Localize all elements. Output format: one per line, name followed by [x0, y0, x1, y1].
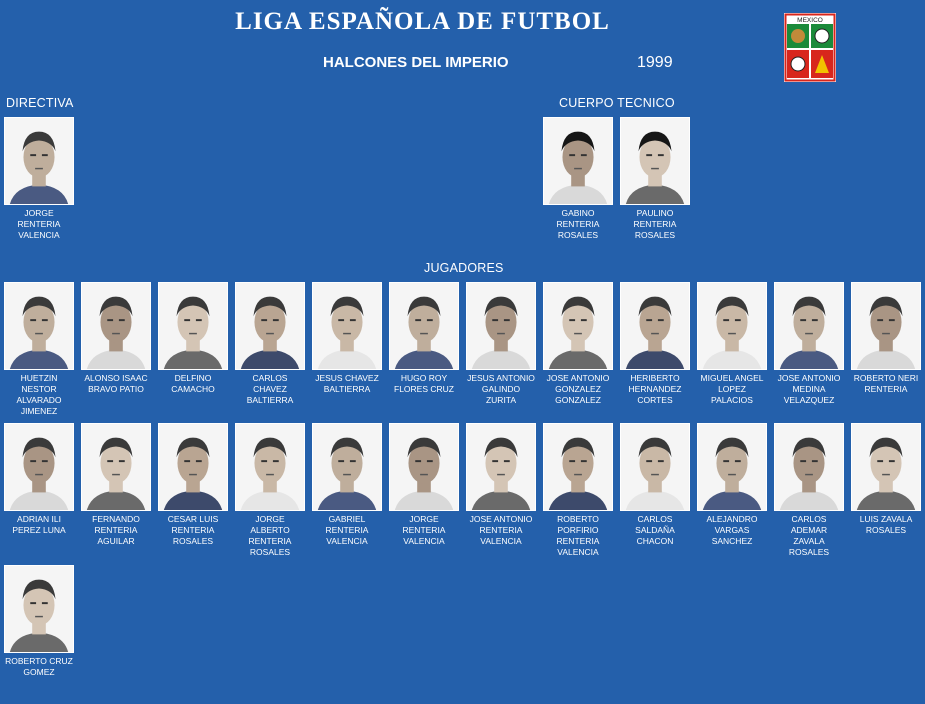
directiva-member-0-photo	[4, 117, 74, 205]
player-16-card	[312, 423, 382, 546]
player-20-name: CARLOS SALDAÑA CHACON	[635, 514, 675, 546]
player-17-card	[389, 423, 459, 546]
player-16-photo	[312, 423, 382, 511]
player-2-name: DELFINO CAMACHO	[171, 373, 215, 394]
player-11-name: ROBERTO NERI RENTERIA	[853, 373, 919, 394]
player-13-name: FERNANDO RENTERIA AGUILAR	[92, 514, 140, 546]
player-0-card	[4, 282, 74, 416]
directiva-member-0-card	[4, 117, 74, 240]
player-19-card	[543, 423, 613, 557]
player-12-name: ADRIAN ILI PEREZ LUNA	[12, 514, 66, 535]
player-19-photo	[543, 423, 613, 511]
player-6-photo	[466, 282, 536, 370]
player-18-name: JOSE ANTONIO RENTERIA VALENCIA	[469, 514, 533, 546]
player-5-name: HUGO ROY FLORES CRUZ	[394, 373, 454, 394]
coach-0-photo	[543, 117, 613, 205]
player-23-photo	[851, 423, 921, 511]
player-11-card	[851, 282, 921, 394]
coach-1-name: PAULINO RENTERIA ROSALES	[633, 208, 677, 240]
team-crest-logo	[784, 13, 836, 82]
player-24-card	[4, 565, 74, 677]
player-23-card	[851, 423, 921, 535]
player-6-card	[466, 282, 536, 405]
coach-1-photo	[620, 117, 690, 205]
player-10-card	[774, 282, 844, 405]
player-13-card	[81, 423, 151, 546]
coach-1-card	[620, 117, 690, 240]
player-20-photo	[620, 423, 690, 511]
player-9-photo	[697, 282, 767, 370]
player-14-photo	[158, 423, 228, 511]
player-9-card	[697, 282, 767, 405]
player-13-photo	[81, 423, 151, 511]
player-5-photo	[389, 282, 459, 370]
player-23-name: LUIS ZAVALA ROSALES	[859, 514, 913, 535]
player-3-card	[235, 282, 305, 405]
player-6-name: JESUS ANTONIO GALINDO ZURITA	[467, 373, 535, 405]
section-directiva: DIRECTIVA	[6, 96, 74, 110]
player-8-name: HERIBERTO HERNANDEZ CORTES	[628, 373, 682, 405]
player-0-photo	[4, 282, 74, 370]
player-2-card	[158, 282, 228, 394]
player-24-photo	[4, 565, 74, 653]
player-9-name: MIGUEL ANGEL LOPEZ PALACIOS	[700, 373, 764, 405]
player-3-photo	[235, 282, 305, 370]
section-cuerpo-tecnico: CUERPO TECNICO	[559, 96, 675, 110]
section-jugadores: JUGADORES	[424, 261, 504, 275]
player-5-card	[389, 282, 459, 394]
directiva-member-0-name: JORGE RENTERIA VALENCIA	[17, 208, 61, 240]
coach-0-card	[543, 117, 613, 240]
player-8-card	[620, 282, 690, 405]
player-22-card	[774, 423, 844, 557]
player-4-name: JESUS CHAVEZ BALTIERRA	[315, 373, 379, 394]
player-0-name: HUETZIN NESTOR ALVARADO JIMENEZ	[16, 373, 62, 416]
player-15-card	[235, 423, 305, 557]
player-18-card	[466, 423, 536, 546]
player-7-photo	[543, 282, 613, 370]
player-4-card	[312, 282, 382, 394]
player-20-card	[620, 423, 690, 546]
player-12-photo	[4, 423, 74, 511]
player-14-card	[158, 423, 228, 546]
player-12-card	[4, 423, 74, 535]
player-16-name: GABRIEL RENTERIA VALENCIA	[325, 514, 369, 546]
player-8-photo	[620, 282, 690, 370]
player-22-name: CARLOS ADEMAR ZAVALA ROSALES	[788, 514, 830, 557]
player-21-name: ALEJANDRO VARGAS SANCHEZ	[706, 514, 758, 546]
season-year: 1999	[637, 54, 673, 71]
player-1-card	[81, 282, 151, 394]
player-7-name: JOSE ANTONIO GONZALEZ GONZALEZ	[546, 373, 610, 405]
player-17-photo	[389, 423, 459, 511]
player-18-photo	[466, 423, 536, 511]
league-title: LIGA ESPAÑOLA DE FUTBOL	[235, 8, 610, 35]
player-1-name: ALONSO ISAAC BRAVO PATIO	[84, 373, 148, 394]
crest-text: MEXICO	[797, 17, 823, 24]
player-15-name: JORGE ALBERTO RENTERIA ROSALES	[248, 514, 292, 557]
player-3-name: CARLOS CHAVEZ BALTIERRA	[246, 373, 294, 405]
player-22-photo	[774, 423, 844, 511]
player-24-name: ROBERTO CRUZ GOMEZ	[5, 656, 73, 677]
player-14-name: CESAR LUIS RENTERIA ROSALES	[167, 514, 219, 546]
player-2-photo	[158, 282, 228, 370]
player-21-photo	[697, 423, 767, 511]
coach-0-name: GABINO RENTERIA ROSALES	[556, 208, 600, 240]
player-10-name: JOSE ANTONIO MEDINA VELAZQUEZ	[777, 373, 841, 405]
team-name: HALCONES DEL IMPERIO	[323, 54, 509, 71]
player-11-photo	[851, 282, 921, 370]
player-7-card	[543, 282, 613, 405]
player-19-name: ROBERTO PORFIRIO RENTERIA VALENCIA	[556, 514, 600, 557]
player-1-photo	[81, 282, 151, 370]
player-10-photo	[774, 282, 844, 370]
player-17-name: JORGE RENTERIA VALENCIA	[402, 514, 446, 546]
player-15-photo	[235, 423, 305, 511]
player-4-photo	[312, 282, 382, 370]
player-21-card	[697, 423, 767, 546]
